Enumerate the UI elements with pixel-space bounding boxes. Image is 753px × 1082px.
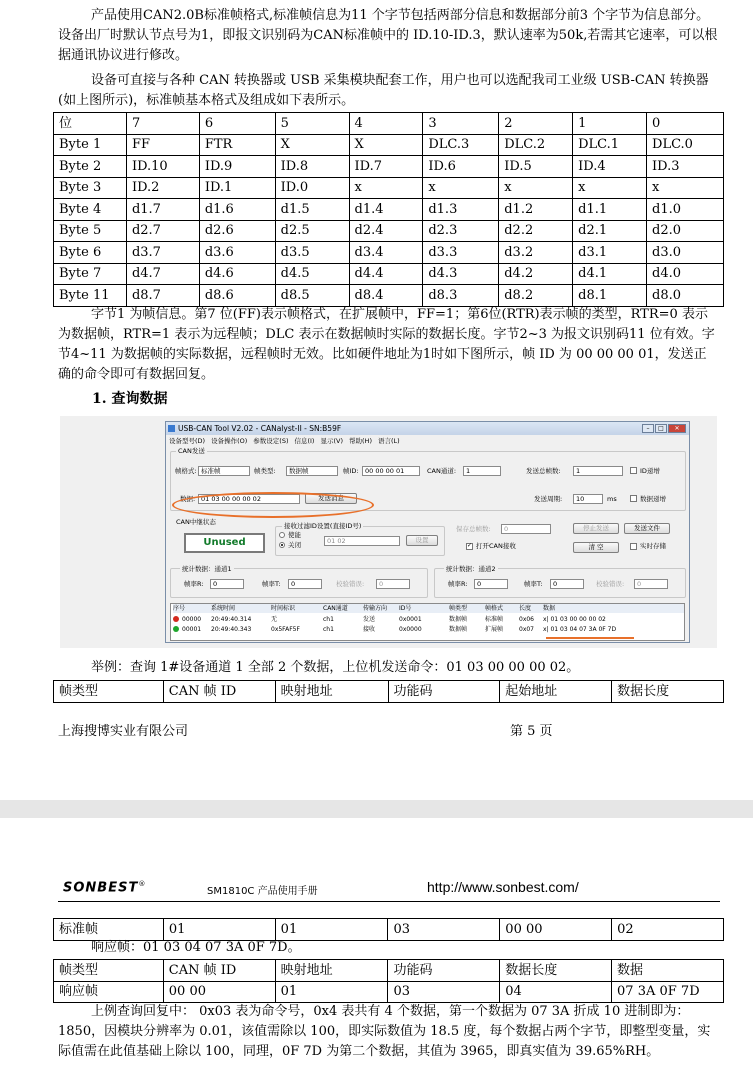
table-cell: Byte 1 <box>54 134 127 156</box>
section-heading: 1. 查询数据 <box>92 391 168 407</box>
col-direction[interactable]: 传输方向 <box>363 605 388 612</box>
table-cell: d2.7 <box>126 220 199 242</box>
table-cell: DLC.0 <box>647 134 724 156</box>
send-total-label: 发送总帧数: <box>526 467 561 475</box>
row-cell: 数据帧 <box>449 616 468 623</box>
table-cell: ID.9 <box>199 156 275 178</box>
table-cell: ID.6 <box>423 156 499 178</box>
highlight-underline <box>546 637 634 639</box>
footer-page: 第 5 页 <box>510 724 553 739</box>
row-cell: 数据帧 <box>449 626 468 633</box>
stop-send-button[interactable]: 停止发送 <box>573 523 619 534</box>
data-increment-label: 数据递增 <box>640 495 666 503</box>
response-label: 响应帧：01 03 04 07 3A 0F 7D。 <box>91 940 301 955</box>
table-cell: 07 3A 0F 7D <box>612 981 724 1003</box>
table-cell: d4.4 <box>349 263 423 285</box>
id-increment-checkbox[interactable] <box>630 467 637 474</box>
table-cell: d8.7 <box>126 285 199 307</box>
menu-info[interactable]: 信息(I) <box>294 437 315 445</box>
open-can-recv-checkbox[interactable] <box>466 543 473 550</box>
table-cell: d1.6 <box>199 199 275 221</box>
filter-enable-radio[interactable] <box>279 532 285 538</box>
table-row <box>54 263 724 285</box>
table-cell: d3.6 <box>199 242 275 264</box>
table-cell: d4.2 <box>499 263 573 285</box>
table-cell: ID.5 <box>499 156 573 178</box>
ch1-tx-rate-value: 0 <box>288 579 322 589</box>
table-cell: ID.7 <box>349 156 423 178</box>
data-increment-checkbox[interactable] <box>630 495 637 502</box>
table-cell: 03 <box>388 919 500 941</box>
table-cell: ID.4 <box>573 156 647 178</box>
table-cell: d3.4 <box>349 242 423 264</box>
table-cell: CAN 帧 ID <box>163 681 275 703</box>
send-period-unit: ms <box>607 495 617 503</box>
row-cell: 标准帧 <box>485 616 504 623</box>
page-2 <box>0 818 753 1082</box>
table-cell: 4 <box>349 113 423 135</box>
row-cell: 无 <box>271 616 278 623</box>
table-cell: d3.1 <box>573 242 647 264</box>
send-total-input[interactable]: 1 <box>573 466 623 476</box>
col-index[interactable]: 序号 <box>173 605 186 612</box>
list-header <box>173 604 684 613</box>
row-cell: 接收 <box>363 626 376 633</box>
filter-id-input[interactable]: 01 02 <box>324 536 400 546</box>
table-cell: d4.6 <box>199 263 275 285</box>
sonbest-logo <box>63 880 146 895</box>
col-data[interactable]: 数据 <box>543 605 556 612</box>
ch1-rx-rate-value: 0 <box>210 579 244 589</box>
frame-id-input[interactable]: 00 00 00 01 <box>362 466 420 476</box>
row-cell: ch1 <box>323 626 334 633</box>
command-header-table <box>53 680 724 703</box>
table-row <box>54 156 724 178</box>
ch1-tx-rate-label: 帧率T: <box>262 580 281 588</box>
table-cell: d4.7 <box>126 263 199 285</box>
close-button[interactable]: ✕ <box>668 424 686 433</box>
row-cell: 扩展帧 <box>485 626 504 633</box>
table-cell: Byte 5 <box>54 220 127 242</box>
can-send-label: CAN发送 <box>178 447 205 455</box>
relay-status-label: CAN中继状态 <box>176 518 216 526</box>
table-cell: 数据 <box>612 960 724 982</box>
table-cell: ID.2 <box>126 177 199 199</box>
table-row <box>54 134 724 156</box>
row-cell: 发送 <box>363 616 376 623</box>
table-cell: 0 <box>647 113 724 135</box>
table-cell: DLC.2 <box>499 134 573 156</box>
send-period-label: 发送周期: <box>534 495 563 503</box>
frame-format-label: 帧格式: <box>175 467 197 475</box>
table-cell: d3.0 <box>647 242 724 264</box>
menu-display[interactable]: 显示(V) <box>320 437 344 445</box>
table-row <box>54 919 724 941</box>
realtime-store-checkbox[interactable] <box>630 543 637 550</box>
app-window <box>165 421 690 643</box>
can-channel-select[interactable]: 1 <box>463 466 501 476</box>
table-cell: 02 <box>612 919 724 941</box>
status-dot-icon <box>173 616 179 622</box>
can-channel-label: CAN通道: <box>427 467 457 475</box>
recv-filter-label: 接收过滤ID设置(直接ID号) <box>284 522 362 530</box>
table-cell: CAN 帧 ID <box>163 960 275 982</box>
relay-status-display: Unused <box>184 533 265 553</box>
table-cell: d4.3 <box>423 263 499 285</box>
frame-info-paragraph: 字节1 为帧信息。第7 位(FF)表示帧格式，在扩展帧中，FF=1；第6位(RTR)表示帧的类型，RTR=0 表示为数据帧，RTR=1 表示为远程帧；DLC 表示在数据帧时实际的数据长度。字节2~3 为报文识别码11 位有效。字节4~11 为数据帧的实际数据，远程帧时无效。比如硬件地址为1时如下图所示，帧 ID 为 00 00 00 01，发送正确的命令即可有数据回复。 <box>58 307 715 382</box>
ch2-rx-rate-value: 0 <box>474 579 508 589</box>
data-input[interactable]: 01 03 00 00 00 02 <box>198 494 300 504</box>
row-cell: 20:49:40.343 <box>211 626 252 633</box>
table-cell: d1.4 <box>349 199 423 221</box>
table-cell: 03 <box>388 981 500 1003</box>
table-cell: d1.0 <box>647 199 724 221</box>
realtime-store-label: 实时存储 <box>640 542 666 550</box>
send-message-button[interactable]: 发送消息 <box>305 493 357 504</box>
window-title: USB-CAN Tool V2.02 - CANalyst-II - SN:B59F <box>178 424 342 433</box>
table-row <box>54 242 724 264</box>
table-cell: Byte 11 <box>54 285 127 307</box>
table-cell: Byte 6 <box>54 242 127 264</box>
table-cell: d2.3 <box>423 220 499 242</box>
table-cell: d1.7 <box>126 199 199 221</box>
table-cell: 2 <box>499 113 573 135</box>
table-cell: d2.4 <box>349 220 423 242</box>
table-cell: X <box>275 134 349 156</box>
stored-frames-value: 0 <box>501 524 551 534</box>
row-cell: x| 01 03 00 00 00 02 <box>543 616 606 623</box>
table-cell: 响应帧 <box>54 981 164 1003</box>
filter-close-label: 关闭 <box>288 541 301 549</box>
table-row <box>54 113 724 135</box>
row-cell: 20:49:40.314 <box>211 616 252 623</box>
footer-company: 上海搜博实业有限公司 <box>58 724 189 739</box>
table-cell: d8.1 <box>573 285 647 307</box>
table-cell: x <box>349 177 423 199</box>
table-cell: x <box>573 177 647 199</box>
table-cell: ID.1 <box>199 177 275 199</box>
ch2-check-error-value: 0 <box>634 579 668 589</box>
menu-bar <box>166 436 689 446</box>
usb-can-tool-screenshot <box>60 416 717 648</box>
table-row <box>54 960 724 982</box>
row-cell: 0x5FAF5F <box>271 626 300 633</box>
table-cell: d4.0 <box>647 263 724 285</box>
table-cell: 01 <box>275 919 388 941</box>
table-cell: x <box>499 177 573 199</box>
status-dot-icon <box>173 626 179 632</box>
frame-type-select[interactable]: 数据帧 <box>286 466 338 476</box>
table-cell: 映射地址 <box>275 960 388 982</box>
table-row <box>54 981 724 1003</box>
table-cell: d8.2 <box>499 285 573 307</box>
open-can-recv-label: 打开CAN接收 <box>476 542 516 550</box>
manual-title: SM1810C 产品使用手册 <box>207 886 318 897</box>
row-cell: 0x07 <box>519 626 535 633</box>
ch2-rx-rate-label: 帧率R: <box>448 580 468 588</box>
col-id[interactable]: ID号 <box>399 605 412 612</box>
table-cell: Byte 3 <box>54 177 127 199</box>
ch1-check-error-label: 校验错误: <box>336 580 365 588</box>
table-cell: d3.5 <box>275 242 349 264</box>
stored-frames-label: 保存总帧数: <box>456 525 491 533</box>
response-table <box>53 959 724 1003</box>
table-cell: x <box>423 177 499 199</box>
menu-parameter[interactable]: 参数设定(S) <box>253 437 289 445</box>
table-cell: 7 <box>126 113 199 135</box>
table-cell: 6 <box>199 113 275 135</box>
maximize-button[interactable]: □ <box>655 424 667 433</box>
table-cell: x <box>647 177 724 199</box>
table-cell: 功能码 <box>388 960 500 982</box>
converter-paragraph: 设备可直接与各种 CAN 转换器或 USB 采集模块配套工作，用户也可以选配我司工业级 USB-CAN 转换器(如上图所示)，标准帧基本格式及组成如下表所示。 <box>58 73 709 108</box>
ch2-check-error-label: 校验错误: <box>596 580 625 588</box>
table-row <box>54 681 724 703</box>
data-label: 数据: <box>180 495 196 503</box>
menu-help[interactable]: 帮助(H) <box>349 437 372 445</box>
table-cell: d3.2 <box>499 242 573 264</box>
table-cell: d2.0 <box>647 220 724 242</box>
table-cell: d1.1 <box>573 199 647 221</box>
table-cell: Byte 7 <box>54 263 127 285</box>
frame-format-select[interactable]: 标准帧 <box>198 466 250 476</box>
send-period-input[interactable]: 10 <box>573 494 603 504</box>
frame-format-table <box>53 112 724 307</box>
table-cell: d2.2 <box>499 220 573 242</box>
table-cell: 1 <box>573 113 647 135</box>
table-cell: d2.1 <box>573 220 647 242</box>
example-paragraph: 举例：查询 1#设备通道 1 全部 2 个数据，上位机发送命令：01 03 00 00 00 02。 <box>91 660 580 675</box>
table-cell: 功能码 <box>388 681 500 703</box>
table-cell: d4.1 <box>573 263 647 285</box>
table-cell: d8.4 <box>349 285 423 307</box>
table-cell: 00 00 <box>163 981 275 1003</box>
table-cell: d3.3 <box>423 242 499 264</box>
table-cell: 位 <box>54 113 127 135</box>
table-cell: d1.2 <box>499 199 573 221</box>
menu-device-model[interactable]: 设备型号(D) <box>169 437 206 445</box>
title-bar <box>166 422 689 435</box>
logo-text: SONBEST <box>63 880 139 896</box>
message-list[interactable] <box>170 603 685 641</box>
table-cell: d1.5 <box>275 199 349 221</box>
col-frame-format[interactable]: 帧格式 <box>485 605 504 612</box>
table-cell: d3.7 <box>126 242 199 264</box>
table-row <box>54 177 724 199</box>
clear-button[interactable]: 清 空 <box>573 542 619 553</box>
row-cell: 00000 <box>182 616 202 623</box>
row-cell: 0x0000 <box>399 626 422 633</box>
table-cell: d1.3 <box>423 199 499 221</box>
table-cell: 01 <box>163 919 275 941</box>
table-cell: ID.10 <box>126 156 199 178</box>
table-cell: ID.3 <box>647 156 724 178</box>
id-increment-label: ID递增 <box>640 467 660 475</box>
table-cell: DLC.3 <box>423 134 499 156</box>
table-cell: 3 <box>423 113 499 135</box>
table-cell: d8.5 <box>275 285 349 307</box>
table-cell: 帧类型 <box>54 681 164 703</box>
col-system-time[interactable]: 系统时间 <box>211 605 236 612</box>
table-row <box>54 220 724 242</box>
table-cell: 数据长度 <box>612 681 724 703</box>
table-cell: 5 <box>275 113 349 135</box>
table-cell: Byte 2 <box>54 156 127 178</box>
table-cell: 数据长度 <box>500 960 612 982</box>
menu-device-operation[interactable]: 设备操作(O) <box>211 437 248 445</box>
minimize-button[interactable]: – <box>642 424 654 433</box>
table-cell: 01 <box>275 981 388 1003</box>
table-cell: 00 00 <box>500 919 612 941</box>
table-cell: FF <box>126 134 199 156</box>
frame-id-label: 帧ID: <box>343 467 359 475</box>
response-explanation: 上例查询回复中： 0x03 表为命令号，0x4 表共有 4 个数据，第一个数据为 07 3A 折成 10 进制即为：1850，因模块分辨率为 0.01，该值需除以 100，即实际数值为 18.5 度，每个数据占两个字节，即整型变量，实际值需在此值基础上除以 100，同理，0F 7D 为第二个数据，其值为 3965，即真实值为 39.65%RH。 <box>58 1004 711 1059</box>
col-can-channel[interactable]: CAN通道 <box>323 605 348 612</box>
table-cell: d8.3 <box>423 285 499 307</box>
stats-channel-1-label: 统计数据：通道1 <box>182 565 232 573</box>
app-icon <box>168 425 175 432</box>
row-cell: 0x0001 <box>399 616 422 623</box>
table-cell: Byte 4 <box>54 199 127 221</box>
row-cell: 0x06 <box>519 616 535 623</box>
table-cell: d4.5 <box>275 263 349 285</box>
highlight-oval <box>172 492 374 518</box>
table-cell: d8.0 <box>647 285 724 307</box>
filter-set-button[interactable]: 设置 <box>406 535 438 546</box>
filter-close-radio[interactable] <box>279 542 285 548</box>
table-cell: d2.6 <box>199 220 275 242</box>
table-row <box>54 285 724 307</box>
table-cell: d8.6 <box>199 285 275 307</box>
table-row <box>54 199 724 221</box>
ch2-tx-rate-label: 帧率T: <box>524 580 543 588</box>
table-cell: ID.0 <box>275 177 349 199</box>
table-cell: FTR <box>199 134 275 156</box>
table-cell: 映射地址 <box>275 681 388 703</box>
logo-mark: ® <box>138 880 147 888</box>
col-length[interactable]: 长度 <box>519 605 532 612</box>
filter-enable-label: 使能 <box>288 531 301 539</box>
header-rule <box>58 901 720 902</box>
row-cell: 00001 <box>182 626 202 633</box>
table-cell: 标准帧 <box>54 919 164 941</box>
send-file-button[interactable]: 发送文件 <box>624 523 670 534</box>
page-gap <box>0 800 753 818</box>
ch1-rx-rate-label: 帧率R: <box>184 580 204 588</box>
row-cell: x| 01 03 04 07 3A 0F 7D <box>543 626 617 633</box>
intro-paragraph: 产品使用CAN2.0B标准帧格式,标准帧信息为11 个字节包括两部分信息和数据部分前3 个字节为信息部分。设备出厂时默认节点号为1，即报文识别码为CAN标准帧中的 ID.10-ID.3，默认速率为50k,若需其它速率，可以根据通讯协议进行修改。 <box>58 8 718 63</box>
col-time-stamp[interactable]: 时间标识 <box>271 605 296 612</box>
col-frame-type[interactable]: 帧类型 <box>449 605 468 612</box>
header-url[interactable]: http://www.sonbest.com/ <box>427 879 579 895</box>
row-cell: ch1 <box>323 616 334 623</box>
table-cell: 起始地址 <box>500 681 612 703</box>
menu-language[interactable]: 语言(L) <box>377 437 400 445</box>
table-cell: X <box>349 134 423 156</box>
table-cell: d2.5 <box>275 220 349 242</box>
stats-channel-2-label: 统计数据：通道2 <box>446 565 496 573</box>
table-cell: 帧类型 <box>54 960 164 982</box>
table-cell: 04 <box>500 981 612 1003</box>
table-cell: DLC.1 <box>573 134 647 156</box>
ch1-check-error-value: 0 <box>376 579 410 589</box>
table-cell: ID.8 <box>275 156 349 178</box>
frame-type-label: 帧类型: <box>254 467 276 475</box>
ch2-tx-rate-value: 0 <box>550 579 584 589</box>
